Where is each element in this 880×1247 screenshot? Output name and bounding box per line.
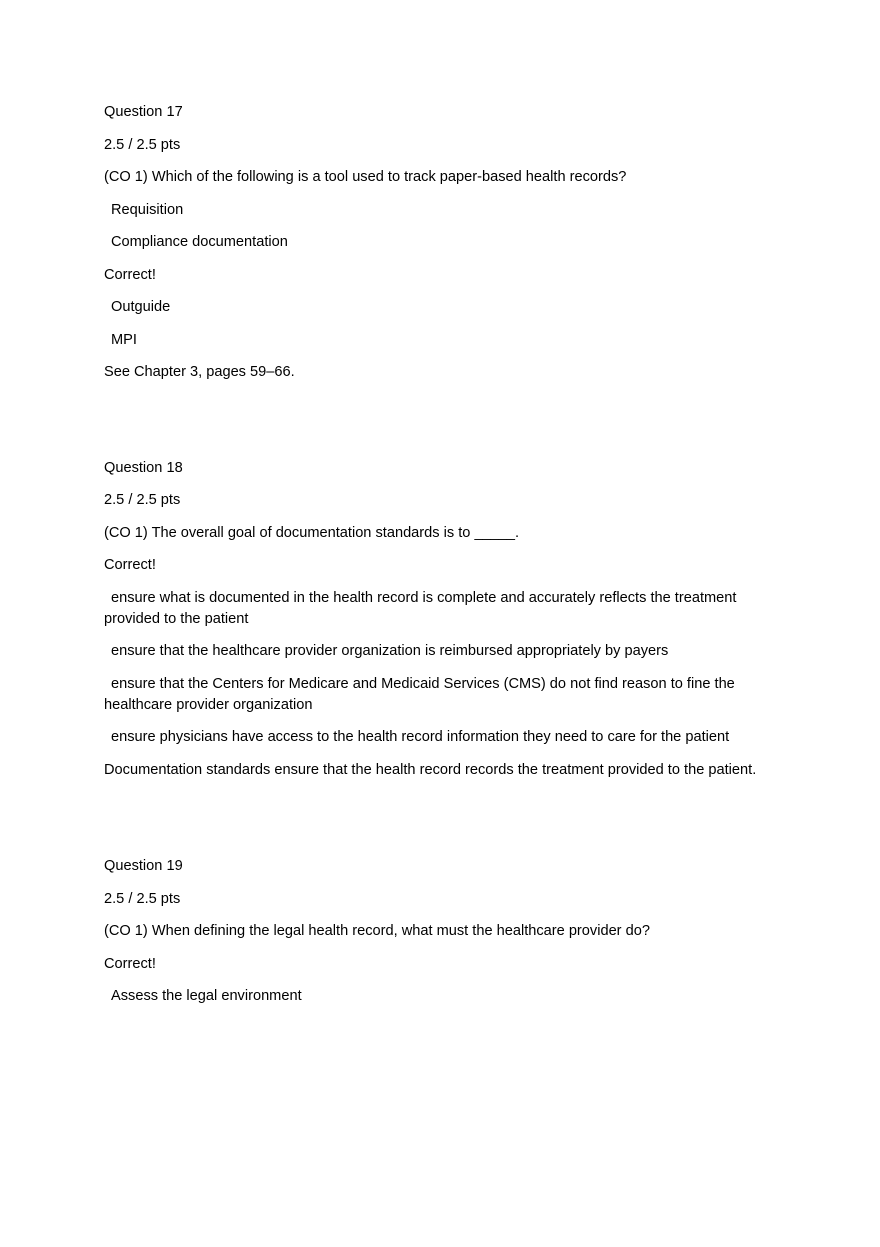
- question-feedback: Documentation standards ensure that the health record records the treatment provided to the patient.: [104, 761, 757, 778]
- answer-option: ensure that the healthcare provider organization is reimbursed appropriately by payers: [111, 643, 669, 659]
- question-feedback: See Chapter 3, pages 59–66.: [104, 364, 295, 380]
- question-title: Question 17: [104, 104, 183, 120]
- answer-option-correct: Outguide: [111, 299, 171, 315]
- question-prompt: (CO 1) Which of the following is a tool used to track paper-based health records?: [104, 169, 627, 185]
- answer-option: ensure physicians have access to the health record information they need to care for the patient: [111, 729, 730, 745]
- document-page: [104, 102, 784, 1019]
- question-prompt: (CO 1) The overall goal of documentation standards is to _____.: [104, 524, 520, 541]
- answer-option: Requisition: [111, 201, 184, 218]
- correct-label: Correct!: [104, 557, 156, 573]
- answer-option: ensure that the Centers for Medicare and Medicaid Services (CMS) do not find reason to fine the healthcare provider organization: [104, 675, 735, 713]
- question-prompt: (CO 1) When defining the legal health record, what must the healthcare provider do?: [104, 923, 650, 939]
- question-score: 2.5 / 2.5 pts: [104, 890, 181, 907]
- correct-label: Correct!: [104, 955, 156, 972]
- correct-label: Correct!: [104, 266, 156, 283]
- question-title: Question 18: [104, 459, 183, 476]
- question-title: Question 19: [104, 858, 183, 874]
- spacer: [104, 395, 784, 458]
- answer-option-correct: ensure what is documented in the health record is complete and accurately reflects the treatment provided to the patient: [104, 589, 737, 627]
- question-18: [104, 458, 784, 781]
- question-score: 2.5 / 2.5 pts: [104, 492, 181, 508]
- question-19: [104, 856, 784, 1007]
- answer-option: MPI: [111, 331, 137, 348]
- question-17: [104, 102, 784, 383]
- spacer: [104, 792, 784, 856]
- question-score: 2.5 / 2.5 pts: [104, 136, 181, 153]
- answer-option: Compliance documentation: [111, 234, 288, 250]
- answer-option-correct: Assess the legal environment: [111, 988, 302, 1004]
